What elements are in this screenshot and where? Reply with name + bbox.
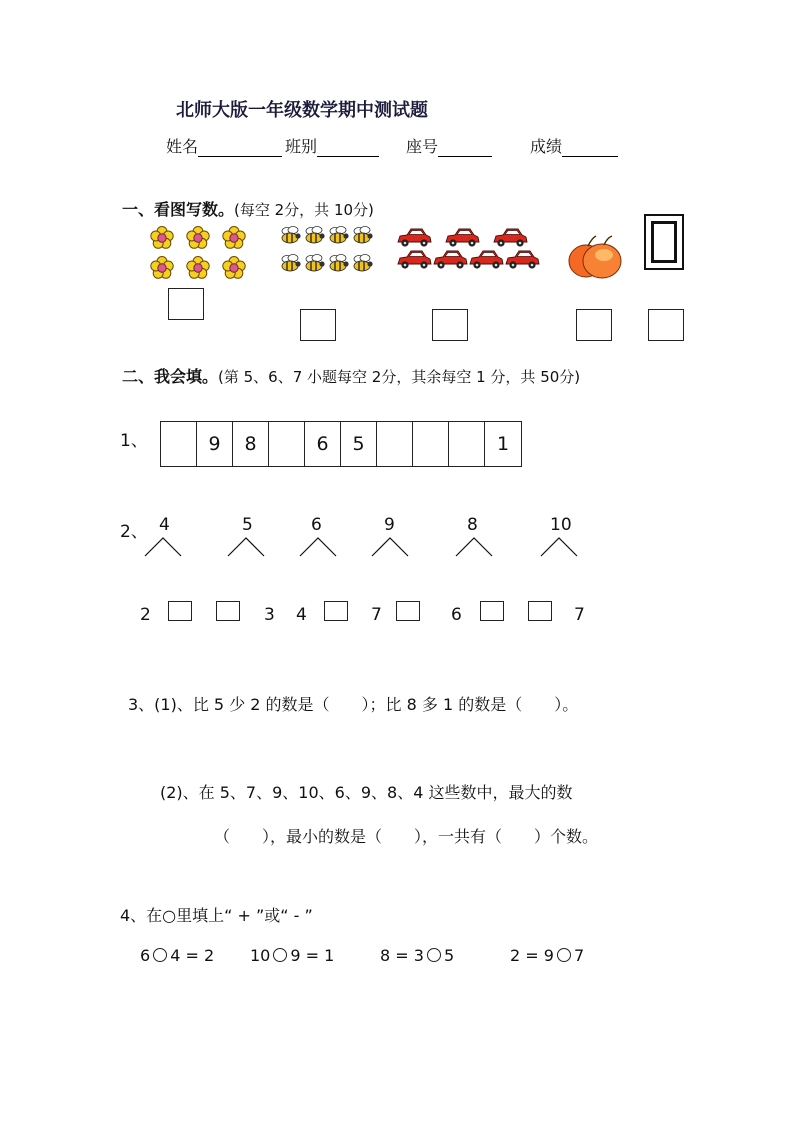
class-label: 班别 <box>285 137 318 156</box>
split-top-number: 10 <box>550 515 572 535</box>
split-branch <box>541 538 577 556</box>
split-branch <box>228 538 264 556</box>
section1-title: 一、看图写数。 <box>122 200 235 219</box>
equation-left: 10 <box>250 946 271 965</box>
sequence-cell: 9 <box>197 422 233 466</box>
sequence-cell: 5 <box>341 422 377 466</box>
section2-note: (第 5、6、7 小题每空 2分，其余每空 1 分，共 50分) <box>218 368 581 386</box>
equation-4 <box>510 946 584 965</box>
sequence-cell: 1 <box>496 433 510 455</box>
split-bottom-number: 7 <box>371 605 382 625</box>
equation-left: 6 <box>140 946 151 965</box>
split-answer-box[interactable] <box>216 601 240 621</box>
split-top-number: 6 <box>311 515 322 535</box>
split-answer-box[interactable] <box>324 601 348 621</box>
split-answer-box[interactable] <box>396 601 420 621</box>
equation-right: 4 = 2 <box>170 946 215 965</box>
split-bottom-number: 6 <box>451 605 462 625</box>
operator-circle[interactable] <box>273 948 287 962</box>
split-top-number: 4 <box>159 515 170 535</box>
split-top-number: 5 <box>242 515 253 535</box>
operator-circle[interactable] <box>427 948 441 962</box>
score-label: 成绩 <box>530 137 563 156</box>
split-answer-box[interactable] <box>168 601 192 621</box>
split-branch <box>300 538 336 556</box>
equation-left: 8 = 3 <box>380 946 424 965</box>
split-bottom-number: 3 <box>264 605 275 625</box>
split-bottom-number: 4 <box>296 605 307 625</box>
split-answer-box[interactable] <box>480 601 504 621</box>
equation-3 <box>380 946 454 965</box>
seat-label: 座号 <box>406 137 439 156</box>
split-top-number: 8 <box>467 515 478 535</box>
split-bottom-number: 7 <box>574 605 585 625</box>
sequence-cell: 6 <box>305 422 341 466</box>
operator-circle[interactable] <box>557 948 571 962</box>
q3-line3: （ ），最小的数是（ ），一共有（ ）个数。 <box>214 827 599 846</box>
operator-circle[interactable] <box>153 948 167 962</box>
split-branch <box>456 538 492 556</box>
section1-note: (每空 2分，共 10分) <box>234 201 374 219</box>
split-bottom-number: 2 <box>140 605 151 625</box>
split-branch <box>145 538 181 556</box>
equation-right: 9 = 1 <box>290 946 335 965</box>
q4-heading: 4、在○里填上“ + ”或“ - ” <box>120 906 313 925</box>
equation-right: 7 <box>573 946 585 965</box>
q2-label: 2、 <box>120 522 148 542</box>
name-label: 姓名 <box>166 137 199 156</box>
section2-title: 二、我会填。 <box>122 367 219 386</box>
q1-label: 1、 <box>120 431 148 451</box>
equation-right: 5 <box>443 946 455 965</box>
split-branch <box>372 538 408 556</box>
page-title: 北师大版一年级数学期中测试题 <box>176 100 428 121</box>
equation-2 <box>250 946 334 965</box>
split-answer-box[interactable] <box>528 601 552 621</box>
q3-line2: (2)、在 5、7、9、10、6、9、8、4 这些数中，最大的数 <box>160 783 573 802</box>
equation-1 <box>140 946 214 965</box>
sequence-cell: 8 <box>233 422 269 466</box>
equation-left: 2 = 9 <box>510 946 554 965</box>
q3-line1: 3、(1)、比 5 少 2 的数是（ ）；比 8 多 1 的数是（ ）。 <box>128 695 579 714</box>
split-top-number: 9 <box>384 515 395 535</box>
